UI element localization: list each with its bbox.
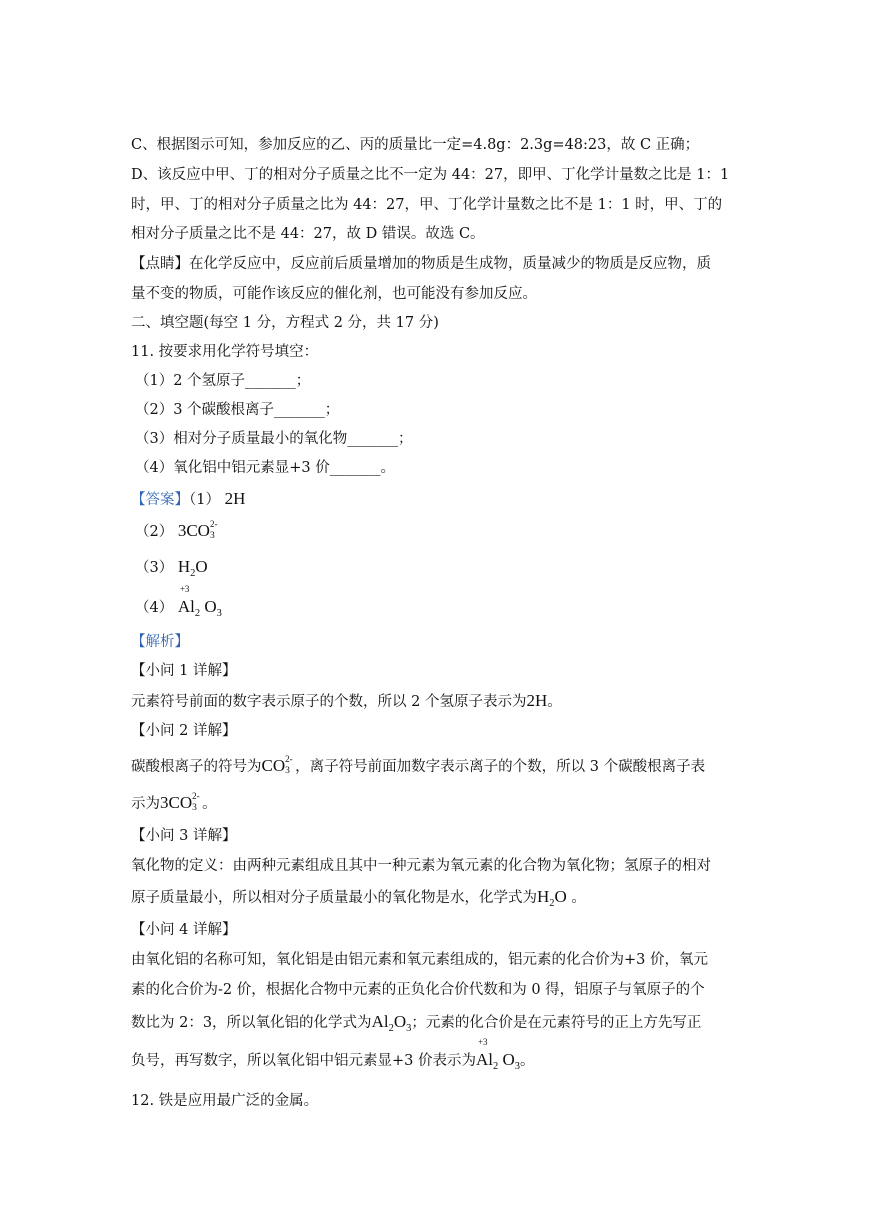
section-title: 二、填空题(每空 1 分，方程式 2 分，共 17 分) xyxy=(131,315,439,331)
sub1-text: 元素符号前面的数字表示原子的个数，所以 2 个氢原子表示为2H。 xyxy=(131,691,562,710)
q11-item-3: （3）相对分子质量最小的氧化物_______； xyxy=(135,431,413,447)
d-analysis-line-2: 时，甲、丁的相对分子质量之比为 44：27，甲、丁化学计量数之比不是 1：1 时，甲、丁的 xyxy=(131,197,723,213)
sub2-text-2: 示为3CO 2- 3 。 xyxy=(131,791,217,814)
d-analysis-line-3: 相对分子质量之比不是 44：27，故 D 错误。故选 C。 xyxy=(131,226,485,242)
answer-1-line xyxy=(131,489,741,510)
sub2-text-1: 碳酸根离子的符号为CO 2- 3 ，离子符号前面加数字表示离子的个数，所以 3 个碳酸根离子表 xyxy=(131,754,706,777)
analysis-tag: 【解析】 xyxy=(131,634,189,650)
q11-item-4: （4）氧化铝中铝元素显+3 价_______。 xyxy=(135,460,395,476)
sub4-title: 【小问 4 详解】 xyxy=(131,922,237,938)
answer-tag: 【答案】 xyxy=(131,492,189,508)
dianjing-line-2: 量不变的物质，可能作该反应的催化剂，也可能没有参加反应。 xyxy=(131,286,537,302)
dianjing-line-1: 【点睛】在化学反应中，反应前后质量增加的物质是生成物，质量减少的物质是反应物，质 xyxy=(131,256,711,272)
d-analysis-line-1: D、该反应中甲、丁的相对分子质量之比不一定为 44：27，即甲、丁化学计量数之比是 1：1 xyxy=(131,167,730,183)
answer-2-num: （2） xyxy=(135,524,174,540)
q11-item-2: （2）3 个碳酸根离子_______； xyxy=(135,402,340,418)
answer-3-num: （3） xyxy=(135,560,174,576)
sub2-title: 【小问 2 详解】 xyxy=(131,723,237,739)
answer-4-num: （4） xyxy=(135,600,174,616)
sub1-title: 【小问 1 详解】 xyxy=(131,663,237,679)
answer-3-line xyxy=(135,557,745,584)
sub4-text-2: 素的化合价为-2 价，根据化合物中元素的正负化合价代数和为 0 得，铝原子与氧原子的个 xyxy=(131,982,705,998)
answer-2-formula: 3CO 2- 3 xyxy=(177,519,218,542)
sub4-text-1: 由氧化铝的名称可知，氧化铝是由铝元素和氧元素组成的，铝元素的化合价为+3 价，氧元 xyxy=(131,952,708,968)
q12-stem: 12. 铁是应用最广泛的金属。 xyxy=(131,1093,319,1109)
sub3-text-2: 原子质量最小，所以相对分子质量最小的氧化物是水，化学式为$H_2O$ 。 xyxy=(131,887,586,909)
answer-1-num: （1） xyxy=(189,492,220,508)
answer-3-formula: $H_2O$ xyxy=(177,557,208,579)
sub4-text-4: 负号，再写数字，所以氧化铝中铝元素显+3 价表示为 +3 $Al_2$ $O_3$。 xyxy=(131,1037,535,1072)
answer-4-line xyxy=(135,584,745,624)
sub3-title: 【小问 3 详解】 xyxy=(131,828,237,844)
c-analysis-line: C、根据图示可知，参加反应的乙、丙的质量比一定=4.8g：2.3g=48:23，故 C 正确； xyxy=(131,137,700,153)
sub3-text-1: 氧化物的定义：由两种元素组成且其中一种元素为氧元素的化合物为氧化物；氢原子的相对 xyxy=(131,858,711,874)
answer-4-formula: +3 $Al_2$ $O_3$ xyxy=(177,584,222,619)
answer-2-line xyxy=(135,521,745,542)
q11-stem: 11. 按要求用化学符号填空： xyxy=(131,344,319,360)
answer-1-formula: 2H xyxy=(224,489,246,508)
q11-item-1: （1）2 个氢原子_______； xyxy=(135,373,311,389)
sub4-text-3: 数比为 2：3，所以氧化铝的化学式为$Al_2O_3$；元素的化合价是在元素符号的正上方先写正 xyxy=(131,1012,702,1034)
